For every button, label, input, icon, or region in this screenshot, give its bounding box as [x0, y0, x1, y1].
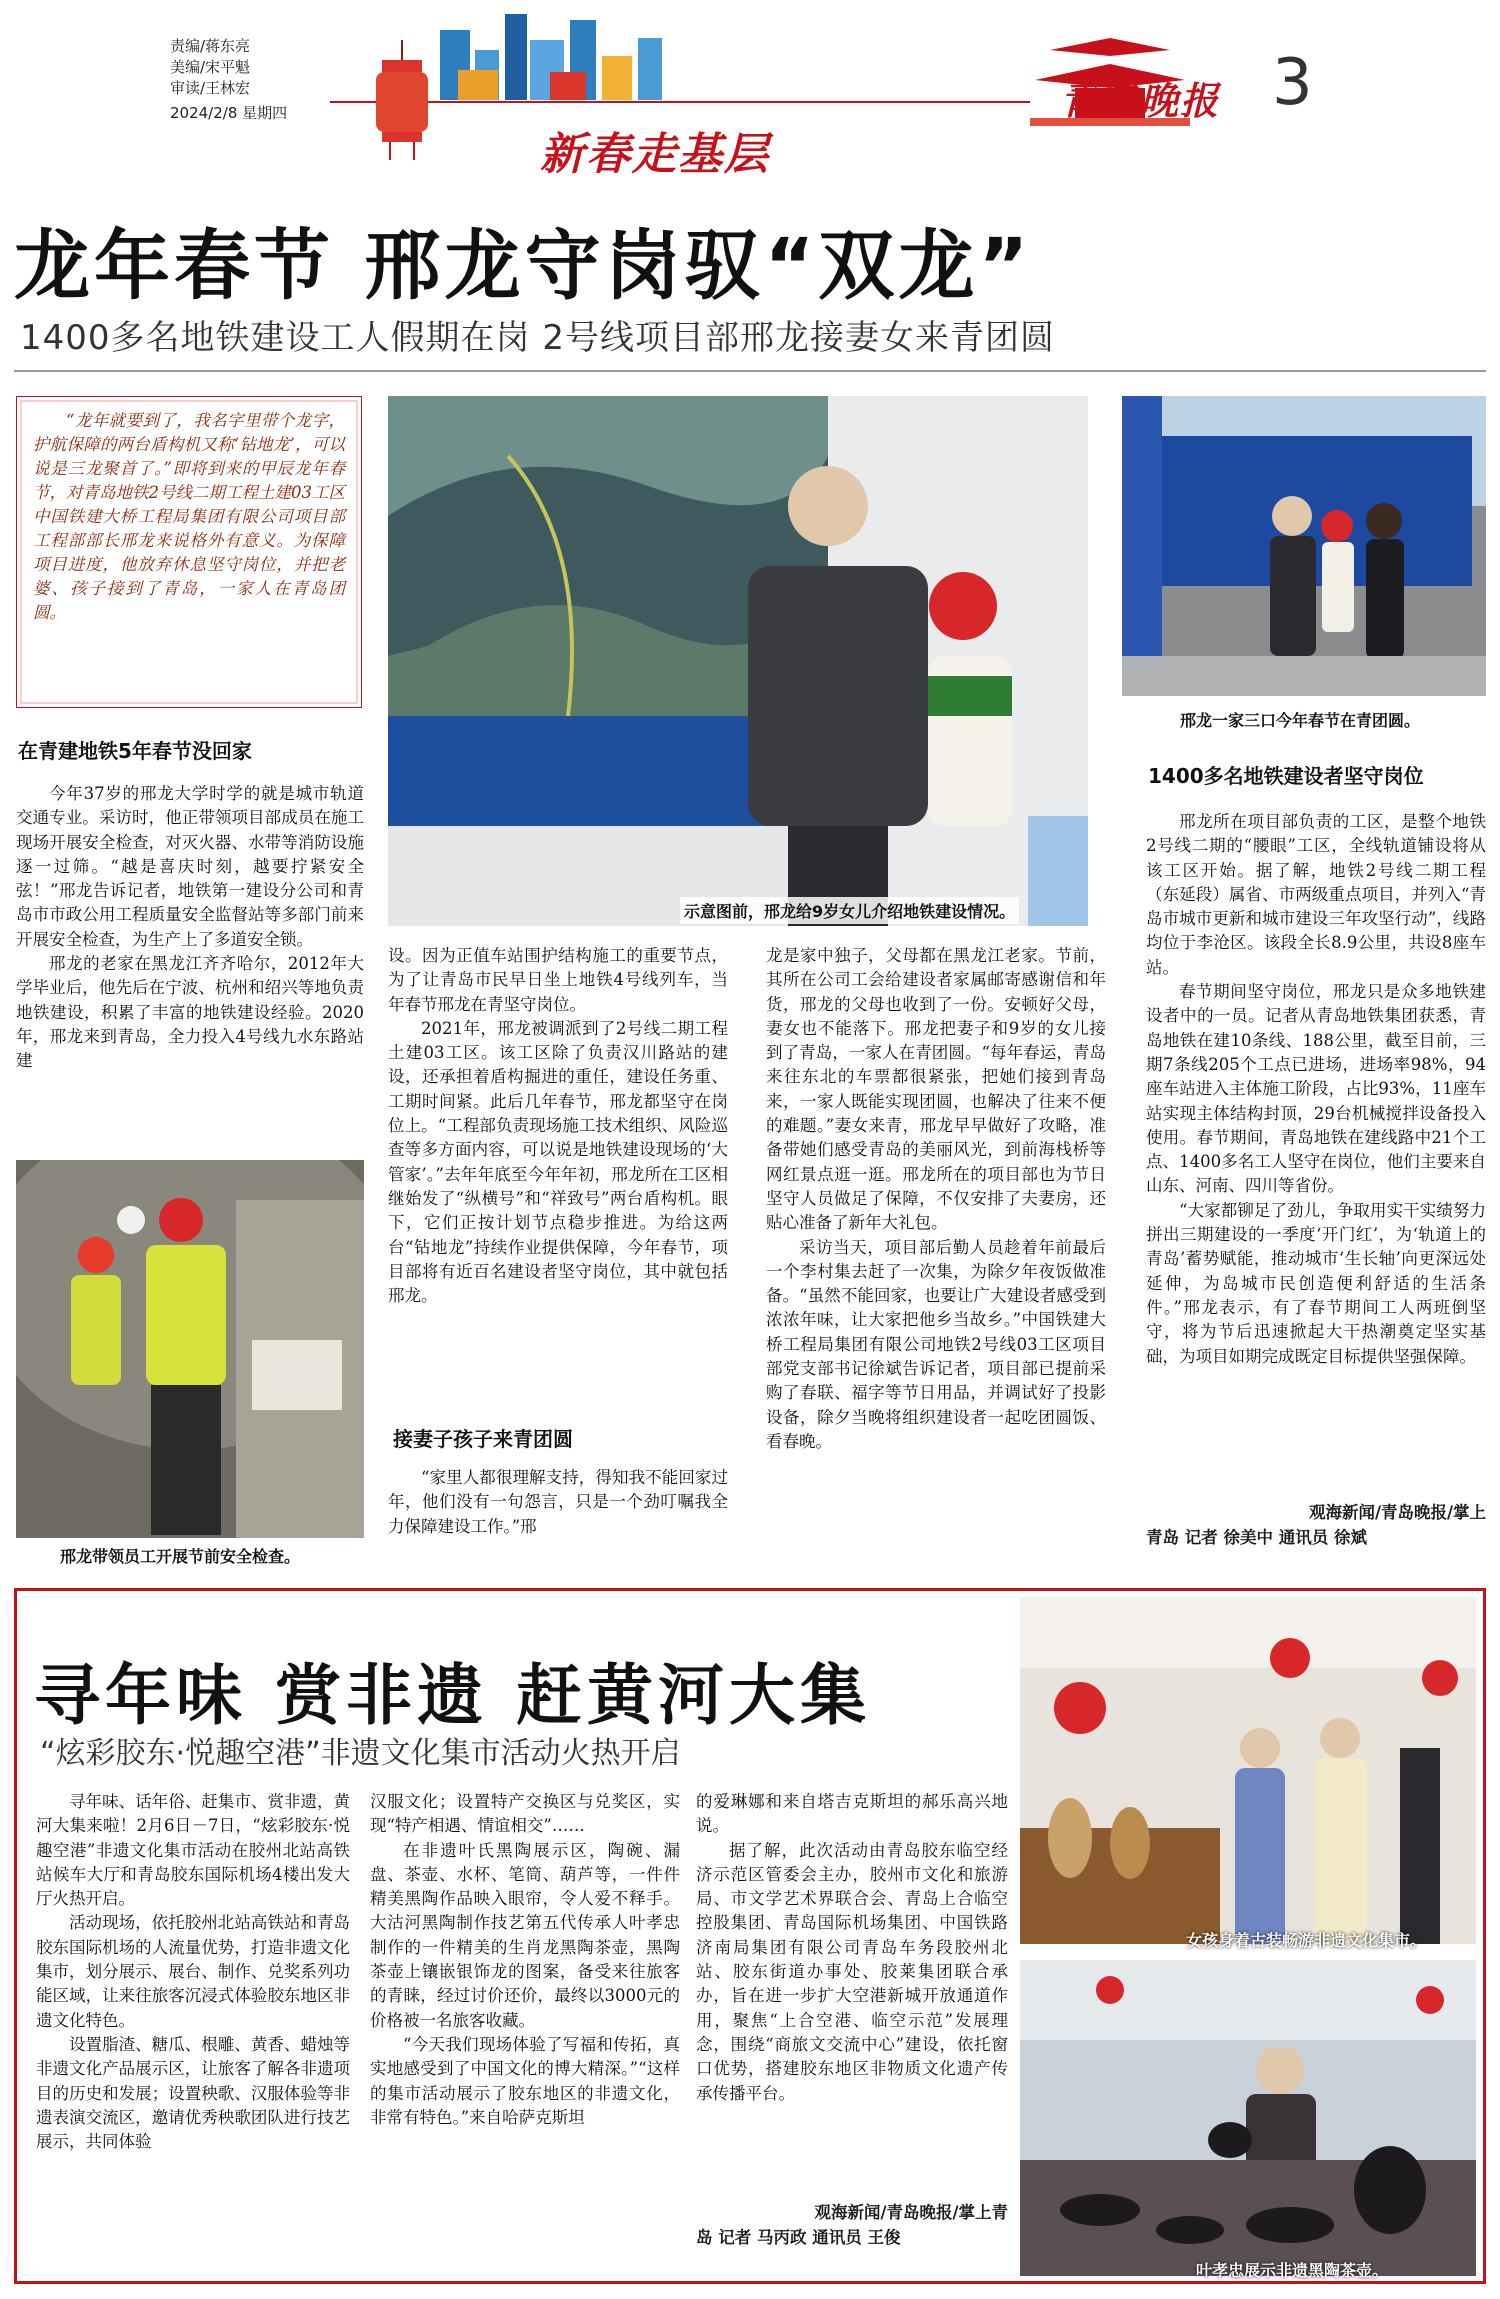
story2-subheadline: “炫彩胶东·悦趣空港”非遗文化集市活动火热开启 — [40, 1736, 681, 1771]
story1-byline — [1146, 1500, 1486, 1550]
story1-col2 — [388, 944, 728, 1308]
photo-family-caption: 邢龙一家三口今年春节在青团圆。 — [1180, 711, 1421, 730]
byline-line2: 岛 记者 马丙政 通讯员 王俊 — [696, 2228, 901, 2247]
paragraph: 在非遗叶氏黑陶展示区，陶碗、漏盘、茶壶、水杯、笔筒、葫芦等，一件件精美黑陶作品映入眼帘，令人爱不释手。大沽河黑陶制作技艺第五代传承人叶孝忠制作的一件精美的生肖龙黑陶茶壶，黑陶茶壶上镶嵌银饰龙的图案，备受来往旅客的青睐，经过讨价还价，最终以3000元的价格被一名旅客收藏。 — [370, 1840, 680, 2030]
reviewer-credit: 审读/王林宏 — [170, 79, 251, 97]
photo-pottery-caption: 叶孝忠展示非遗黑陶茶壶。 — [1196, 2261, 1389, 2280]
editor-credit: 责编/蒋东亮 — [170, 37, 251, 55]
paragraph: 2021年，邢龙被调派到了2号线二期工程土建03工区。该工区除了负责汉川路站的建设，还承担着盾构掘进的重任，建设任务重、工期时间紧。此后几年春节，邢龙都坚守在岗位上。“工程部负责现场施工技术组织、风险巡查等多方面内容，可以说是地铁建设现场的‘大管家’。”去年年底至今年年初，邢龙所在工区相继始发了“纵横号”和“祥致号”两台盾构机。眼下，它们正按计划节点稳步推进。为给这两台“钻地龙”持续作业提供保障，今年春节，项目部将有近百名建设者坚守岗位，其中就包括邢龙。 — [388, 1018, 728, 1306]
story1-subheadline: 1400多名地铁建设工人假期在岗 2号线项目部邢龙接妻女来青团圆 — [20, 318, 1055, 358]
issue-date: 2024/2/8 星期四 — [170, 104, 288, 122]
photo-main-map — [388, 396, 1088, 926]
paragraph: “今天我们现场体验了写福和传拓，真实地感受到了中国文化的博大精深。”“这样的集市活动展示了胶东地区的非遗文化，非常有特色。”来自哈萨克斯坦 — [370, 2034, 680, 2127]
section-title: 新春走基层 — [540, 129, 770, 180]
photo-black-pottery — [1020, 1960, 1476, 2276]
newspaper-name: 青岛晚报 — [1060, 78, 1221, 123]
paragraph: 汉服文化；设置特产交换区与兑奖区，实现“特产相遇、情谊相交”…… — [370, 1792, 680, 1836]
black-pottery-image — [1020, 1960, 1476, 2276]
story1-col2b — [388, 1466, 728, 1539]
byline-line1: 观海新闻/青岛晚报/掌上 — [1308, 1503, 1486, 1522]
family-reunion-image — [1122, 396, 1486, 696]
art-editor-credit: 美编/宋平魁 — [170, 58, 251, 76]
tunnel-inspection-image — [16, 1160, 364, 1538]
story1-section2-title: 接妻子孩子来青团圆 — [393, 1427, 573, 1451]
story1-col1 — [16, 782, 364, 1074]
page-credits — [170, 36, 287, 124]
paragraph: 设。因为正值车站围护结构施工的重要节点，为了让青岛市民早日坐上地铁4号线列车，当年春节邢龙在青坚守岗位。 — [388, 946, 728, 1014]
byline-line1: 观海新闻/青岛晚报/掌上青 — [814, 2203, 1008, 2222]
paragraph: 活动现场，依托胶州北站高铁站和青岛胶东国际机场的人流量优势，打造非遗文化集市，划分展示、展台、制作、兑奖系列功能区域，让来往旅客沉浸式体验胶东地区非遗文化特色。 — [36, 1913, 350, 2030]
story2-col3 — [696, 1790, 1008, 2106]
story1-intro-box — [16, 396, 362, 708]
photo-family — [1122, 396, 1486, 696]
hanfu-market-image — [1020, 1598, 1476, 1944]
story1-headline: 龙年春节 邢龙守岗驭“双龙” — [14, 221, 1033, 310]
byline-line2: 青岛 记者 徐美中 通讯员 徐斌 — [1146, 1528, 1367, 1547]
paragraph: 龙是家中独子，父母都在黑龙江老家。节前，其所在公司工会给建设者家属邮寄感谢信和年货，邢龙的父母也收到了一份。安顿好父母，妻女也不能落下。邢龙把妻子和9岁的女儿接到了青岛，一家人在青团圆。“每年春运，青岛来往东北的车票都很紧张，把她们接到青岛来，一家人既能实现团圆，也解决了往来不便的难题。”妻女来青，邢龙早早做好了攻略，准备带她们感受青岛的美丽风光，到前海栈桥等网红景点逛一逛。邢龙所在的项目部也为节日坚守人员做足了保障，不仅安排了夫妻房，还贴心准备了新年大礼包。 — [766, 946, 1106, 1233]
photo-hanfu-caption: 女孩身着古装畅游非遗文化集市。 — [1186, 1931, 1427, 1950]
story2-byline — [696, 2200, 1008, 2250]
photo-safety-caption: 邢龙带领员工开展节前安全检查。 — [60, 1547, 301, 1566]
story2-headline: 寻年味 赏非遗 赶黄河大集 — [34, 1657, 871, 1734]
story2-col1 — [36, 1790, 350, 2154]
story1-col3 — [766, 944, 1106, 1454]
paragraph: 的爱琳娜和来自塔吉克斯坦的郝乐高兴地说。 — [696, 1792, 1008, 1836]
paragraph: 设置脂渣、糖瓜、根雕、黄香、蜡烛等非遗文化产品展示区，让旅客了解各非遗项目的历史和发展；设置秧歌、汉服体验等非遗表演交流区，邀请优秀秧歌团队进行技艺展示，共同体验 — [36, 2034, 350, 2152]
paragraph: 邢龙的老家在黑龙江齐齐哈尔，2012年大学毕业后，他先后在宁波、杭州和绍兴等地负责地铁建设，积累了丰富的地铁建设经验。2020年，邢龙来到青岛，全力投入4号线九水东路站建 — [16, 954, 364, 1071]
cityscape-icon — [440, 14, 662, 100]
paragraph: 据了解，此次活动由青岛胶东临空经济示范区管委会主办，胶州市文化和旅游局、市文学艺术界联合会、青岛上合临空控股集团、青岛国际机场集团、中国铁路济南局集团有限公司青岛车务段胶州北站、胶东街道办事处、胶莱集团联合承办，旨在进一步扩大空港新城开放通道作用，聚焦“上合空港、临空示范”发展理念，围绕“商旅文交流中心”建设，依托窗口优势，搭建胶东地区非物质文化遗产传承传播平台。 — [696, 1840, 1008, 2103]
story1-col4 — [1146, 810, 1486, 1369]
paragraph: 邢龙所在项目部负责的工区，是整个地铁2号线二期的“腰眼”工区，全线轨道铺设将从该工区开始。据了解，地铁2号线二期工程（东延段）属省、市两级重点项目，并列入“青岛市城市更新和城市建设三年攻坚行动”，线路均位于李沧区。该段全长8.9公里，共设8座车站。 — [1146, 812, 1486, 977]
page-number: 3 — [1272, 46, 1313, 120]
map-explanation-image — [388, 396, 1088, 926]
paragraph: “家里人都很理解支持，得知我不能回家过年，他们没有一句怨言，只是一个劲叮嘱我全力保障建设工作。”邢 — [388, 1468, 728, 1536]
story1-section3-title: 1400多名地铁建设者坚守岗位 — [1148, 764, 1424, 788]
paragraph: 今年37岁的邢龙大学时学的就是城市轨道交通专业。采访时，他正带领项目部成员在施工现场开展安全检查，对灭火器、水带等消防设施逐一过筛。“越是喜庆时刻，越要拧紧安全弦！”邢龙告诉记者，地铁第一建设分公司和青岛市市政公用工程质量安全监督站等多部门前来开展安全检查，为生产上了多道安全锁。 — [16, 784, 364, 949]
photo-hanfu-girls — [1020, 1598, 1476, 1944]
divider — [14, 370, 1486, 372]
photo-main-caption: 示意图前，邢龙给9岁女儿介绍地铁建设情况。 — [680, 897, 1019, 924]
story2-col2 — [370, 1790, 680, 2130]
story1-section1-title: 在青建地铁5年春节没回家 — [18, 739, 252, 763]
paragraph: 春节期间坚守岗位，邢龙只是众多地铁建设者中的一员。记者从青岛地铁集团获悉，青岛地铁在建10条线、188公里，截至目前，三期7条线205个工点已进场，进场率98%，94座车站进入主体施工阶段，占比93%，11座车站实现主体结构封顶，29台机械搅拌设备投入使用。春节期间，青岛地铁在建线路中21个工点、1400多名工人坚守在岗位，他们主要来自山东、河南、四川等省份。 — [1146, 982, 1486, 1196]
paragraph: 寻年味、话年俗、赶集市、赏非遗，黄河大集来啦！2月6日－7日，“炫彩胶东·悦趣空港”非遗文化集市活动在胶州北站高铁站候车大厅和青岛胶东国际机场4楼出发大厅火热开启。 — [36, 1792, 350, 1909]
paragraph: “大家都铆足了劲儿，争取用实干实绩努力拼出三期建设的一季度‘开门红’，为‘轨道上的青岛’蓄势赋能，推动城市‘生长轴’向更深远处延伸，为岛城市民创造便利舒适的生活条件。”邢龙表示，有了春节期间工人两班倒坚守，将为节后迅速掀起大干热潮奠定坚实基础，为项目如期完成既定目标提供坚强保障。 — [1146, 1200, 1486, 1366]
lantern-icon — [376, 40, 428, 160]
photo-safety-check — [16, 1160, 364, 1538]
paragraph: 采访当天，项目部后勤人员趁着年前最后一个李村集去赶了一次集，为除夕年夜饭做准备。“虽然不能回家，也要让广大建设者感受到浓浓年味，让大家把他乡当故乡。”中国铁建大桥工程局集团有限公司地铁2号线03工区项目部党支部书记徐斌告诉记者，项目部已提前采购了春联、福字等节日用品，并调试好了投影设备，除夕当晚将组织建设者一起吃团圆饭、看春晚。 — [766, 1237, 1106, 1451]
story1-intro-text: “龙年就要到了，我名字里带个龙字，护航保障的两台盾构机又称‘钻地龙’，可以说是三龙聚首了。”即将到来的甲辰龙年春节，对青岛地铁2号线二期工程土建03工区中国铁建大桥工程局集团有限公司项目部工程部部长邢龙来说格外有意义。为保障项目进度，他放弃休息坚守岗位，并把老婆、孩子接到了青岛，一家人在青岛团圆。 — [33, 411, 345, 622]
